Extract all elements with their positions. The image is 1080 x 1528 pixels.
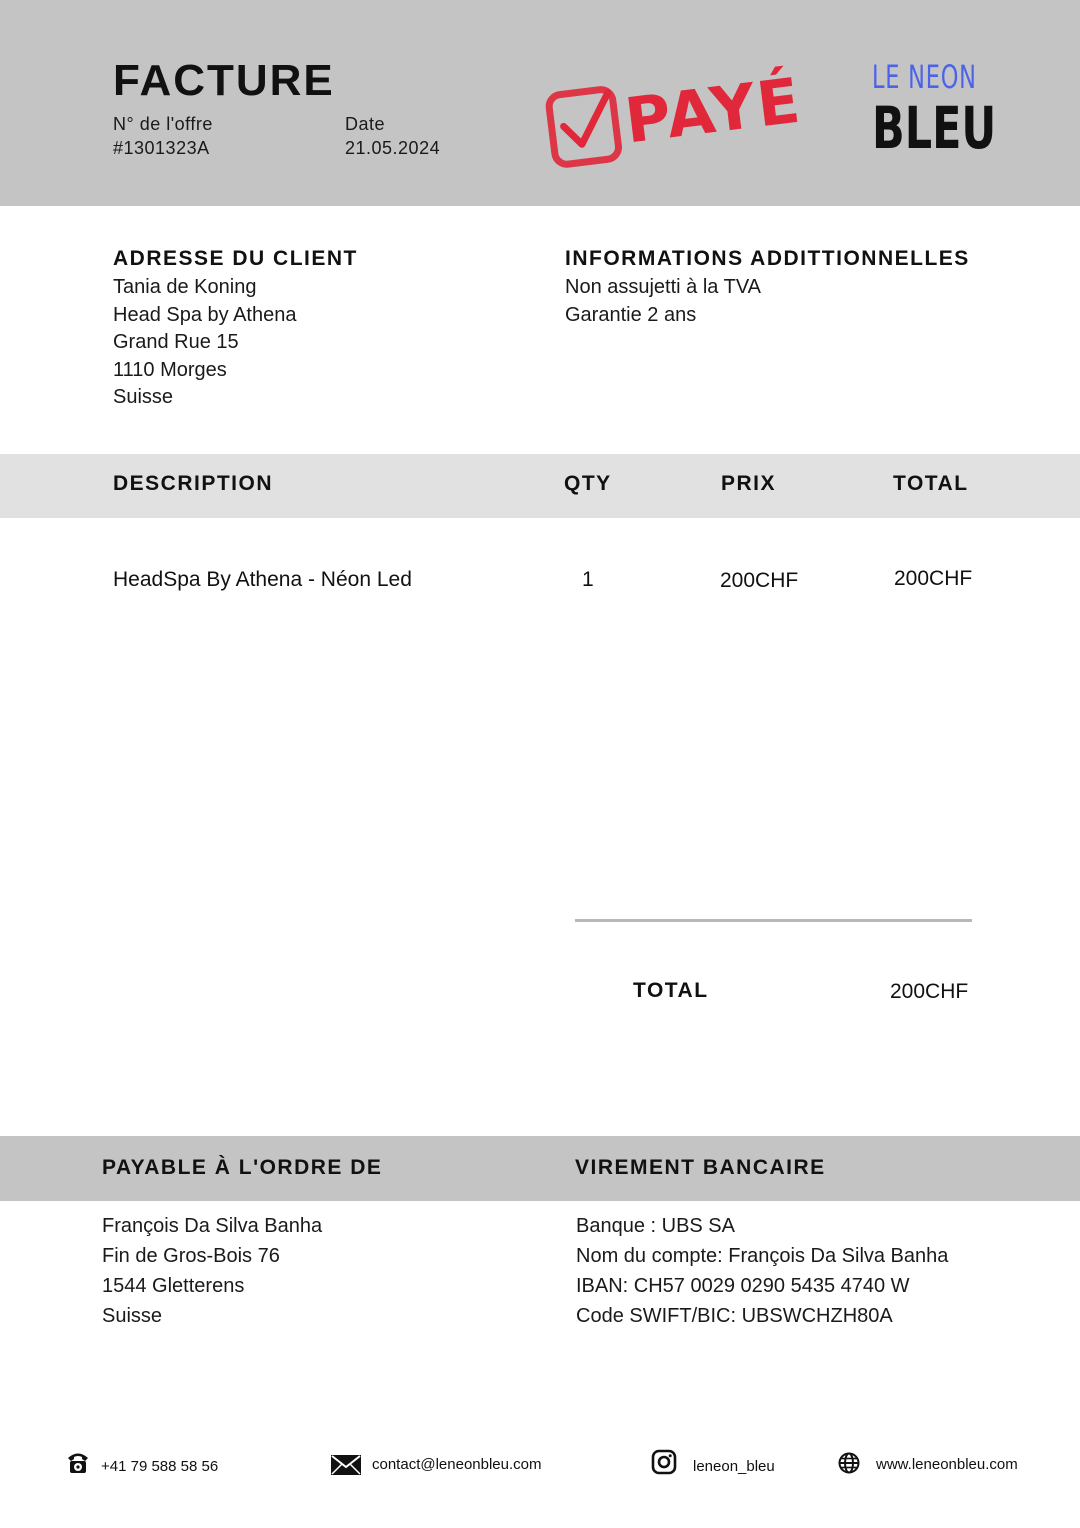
column-header-total: TOTAL (893, 472, 969, 495)
additional-line: Non assujetti à la TVA (565, 276, 762, 298)
bank-line: Banque : UBS SA (576, 1215, 735, 1237)
footer-instagram[interactable]: leneon_bleu (693, 1458, 775, 1475)
offer-number-value: #1301323A (113, 138, 210, 158)
globe-icon (838, 1452, 860, 1474)
payable-block (102, 1211, 322, 1331)
client-line: Head Spa by Athena (113, 303, 297, 326)
client-address-block (113, 274, 296, 412)
payable-line: Suisse (102, 1305, 163, 1327)
additional-info-heading: INFORMATIONS ADDITTIONNELLES (565, 247, 970, 270)
date-value: 21.05.2024 (345, 138, 441, 158)
paid-stamp (544, 52, 806, 162)
instagram-icon (651, 1449, 677, 1475)
total-value: 200CHF (890, 980, 969, 1003)
payable-heading: PAYABLE À L'ORDRE DE (102, 1156, 383, 1179)
offer-number-label: N° de l'offre (113, 114, 213, 134)
bank-block (576, 1211, 948, 1331)
email-icon (331, 1455, 361, 1475)
invoice-title: FACTURE (113, 56, 335, 105)
client-address-heading: ADRESSE DU CLIENT (113, 247, 358, 270)
phone-icon (66, 1450, 90, 1474)
payable-line: Fin de Gros-Bois 76 (102, 1245, 280, 1267)
footer-email[interactable]: contact@leneonbleu.com (372, 1456, 542, 1473)
total-divider (575, 919, 972, 922)
bank-line: IBAN: CH57 0029 0290 5435 4740 W (576, 1275, 910, 1297)
column-header-price: PRIX (721, 472, 777, 495)
total-label: TOTAL (633, 979, 709, 1002)
client-line: 1110 Morges (113, 358, 227, 381)
footer-website[interactable]: www.leneonbleu.com (876, 1456, 1018, 1473)
bank-transfer-heading: VIREMENT BANCAIRE (575, 1156, 826, 1179)
client-line: Grand Rue 15 (113, 331, 239, 353)
stamp-text: PAYÉ (621, 63, 806, 158)
bank-line: Nom du compte: François Da Silva Banha (576, 1245, 949, 1267)
logo-bottom-text: BLEU (872, 94, 997, 162)
logo-top-text: LE NEON (872, 58, 977, 96)
row-qty: 1 (582, 568, 594, 591)
payable-line: François Da Silva Banha (102, 1215, 323, 1237)
row-price: 200CHF (720, 569, 799, 592)
column-header-description: DESCRIPTION (113, 472, 274, 495)
date-label: Date (345, 114, 386, 134)
client-line: Tania de Koning (113, 276, 257, 298)
additional-info-block (565, 274, 761, 329)
check-icon (560, 93, 613, 146)
stamp-box (548, 88, 620, 165)
bank-line: Code SWIFT/BIC: UBSWCHZH80A (576, 1305, 893, 1327)
additional-line: Garantie 2 ans (565, 303, 697, 326)
column-header-qty: QTY (564, 472, 612, 495)
row-total: 200CHF (894, 567, 973, 590)
client-line: Suisse (113, 386, 174, 408)
footer-phone[interactable]: +41 79 588 58 56 (101, 1458, 219, 1475)
payable-line: 1544 Gletterens (102, 1275, 245, 1297)
row-description: HeadSpa By Athena - Néon Led (113, 568, 412, 591)
